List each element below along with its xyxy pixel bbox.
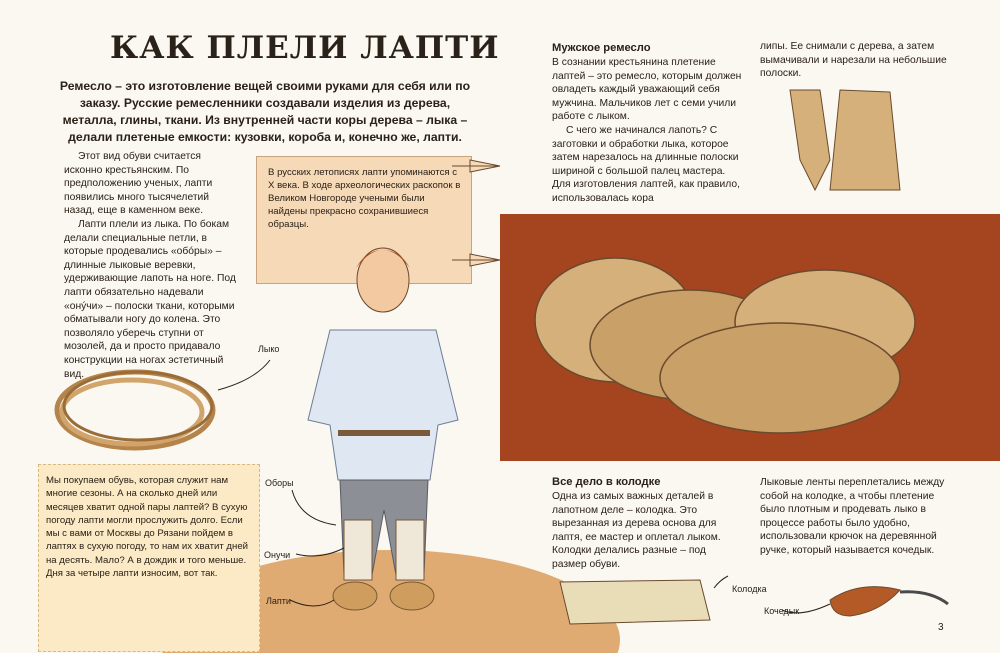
craft-heading: Мужское ремесло bbox=[552, 42, 651, 54]
kochedyk-illustration bbox=[830, 587, 948, 616]
craft-paragraph-2: С чего же начинался лапоть? С заготовки и обработки лыка, которое затем нарезалось на длинные полоски шириной с большой палец мастера. Для изготовления лаптей, как правило, использовалась кора bbox=[552, 124, 740, 204]
label-lapti: Лапти bbox=[266, 596, 291, 606]
page-number: 3 bbox=[938, 622, 944, 633]
kolodka-heading: Все дело в колодке bbox=[552, 476, 661, 488]
note-arrows bbox=[452, 160, 500, 266]
label-onuchi: Онучи bbox=[264, 550, 291, 560]
craft-text bbox=[552, 56, 742, 206]
bast-coil-illustration bbox=[57, 372, 213, 448]
left-paragraph-2: Лапти плели из лыка. По бокам делали специальные петли, в которые продевались «обóры» – длинные лыковые веревки, удерживающие лапоть на ноге. Под лапти обязательно надевали «онýчи» – полоски ткани, которыми обматывали ногу до колена. Это позволяло уберечь ступни от мозолей, да и просто придавало конструкции на ногах эстетичный вид. bbox=[64, 218, 236, 380]
lead-paragraph: Ремесло – это изготовление вещей своими руками для себя или по заказу. Русские ремесленники создавали изделия из дерева, металла, глины, ткани. Из внутренней части коры дерева – лыка – делали плетеные емкости: кузовки, короба и, конечно же, лапти. bbox=[59, 79, 471, 144]
kolodka-paragraph-1: Одна из самых важных деталей в лапотном деле – колодка. Это вырезанная из дерева основа для лаптя, ее мастер и оплетал лыком. Колодки делались разные – под размер обуви. bbox=[552, 491, 721, 570]
fun-fact-text: Мы покупаем обувь, которая служит нам многие сезоны. А на сколько дней или месяцев хватит одной пары лаптей? В сухую погоду лапти могли прослужить долго. Если мы с вами от Москвы до Рязани пойдем в лаптях в сухую погоду, то нам их хватит дней на десять. Мало? А в дождик и того меньше. Дня за четыре лапти износим, вот так. bbox=[46, 475, 249, 580]
label-obory: Оборы bbox=[265, 478, 294, 488]
craft-paragraph-1: В сознании крестьянина плетение лаптей – это ремесло, которым должен овладеть каждый уважающий себя мужчина. Мальчиков лет с семи учили работе с лыком. bbox=[552, 57, 742, 123]
label-kolodka: Колодка bbox=[732, 584, 767, 594]
kolodka-paragraph-2: Лыковые ленты переплетались между собой на колодке, а чтобы плетение было плотным и продевать лыко в процессе работы было удобно, использовали крючок на деревянной ручке, который называется кочедык. bbox=[760, 477, 945, 556]
page-title: КАК ПЛЕЛИ ЛАПТИ bbox=[110, 30, 500, 66]
chronicle-note-text: В русских летописях лапти упоминаются с X века. В ходе археологических раскопок в Великом Новгороде учеными были найдены прекрасно сохранившиеся образцы. bbox=[268, 167, 461, 230]
left-paragraph-1: Этот вид обуви считается исконно крестьянским. По предположению ученых, лапти появились много тысячелетий назад, еще в каменном веке. bbox=[64, 151, 213, 217]
bast-strips-illustration bbox=[790, 90, 900, 190]
label-kochedyk: Кочедык bbox=[764, 606, 800, 616]
kolodka-illustration bbox=[560, 580, 710, 624]
craft-paragraph-3: липы. Ее снимали с дерева, а затем вымачивали и нарезали на небольшие полоски. bbox=[760, 41, 947, 80]
label-lyko: Лыко bbox=[258, 344, 280, 354]
